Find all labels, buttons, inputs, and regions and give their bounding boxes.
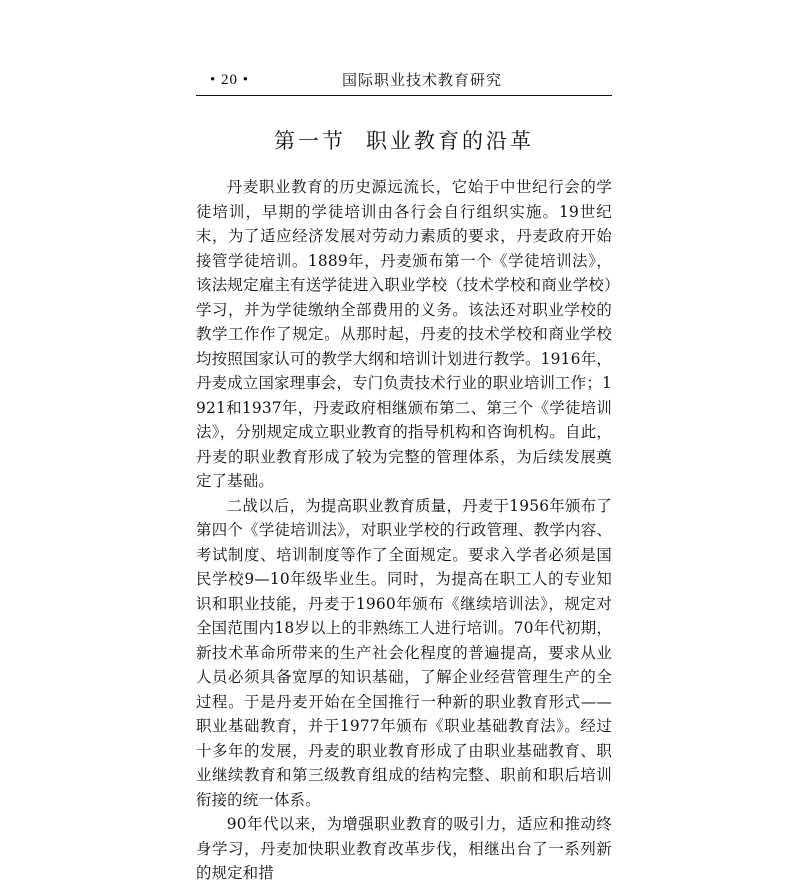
section-title: 职业教育的沿革: [366, 129, 534, 153]
section-heading: [196, 126, 612, 156]
page-number: • 20 •: [210, 72, 250, 88]
header-rule: [196, 95, 612, 96]
paragraph: 丹麦职业教育的历史源远流长，它始于中世纪行会的学徒培训，早期的学徒培训由各行会自行组织实施。19世纪末，为了适应经济发展对劳动力素质的要求，丹麦政府开始接管学徒培训。1889年，丹麦颁布第一个《学徒培训法》，该法规定雇主有送学徒进入职业学校（技术学校和商业学校）学习，并为学徒缴纳全部费用的义务。该法还对职业学校的教学工作作了规定。从那时起，丹麦的技术学校和商业学校均按照国家认可的教学大纲和培训计划进行教学。1916年，丹麦成立国家理事会，专门负责技术行业的职业培训工作；1921和1937年，丹麦政府相继颁布第二、第三个《学徒培训法》，分别规定成立职业教育的指导机构和咨询机构。自此，丹麦的职业教育形成了较为完整的管理体系，为后续发展奠定了基础。: [196, 178, 612, 490]
paragraph: 二战以后，为提高职业教育质量，丹麦于1956年颁布了第四个《学徒培训法》，对职业学校的行政管理、教学内容、考试制度、培训制度等作了全面规定。要求入学者必须是国民学校9—10年级毕业生。同时，为提高在职工人的专业知识和职业技能，丹麦于1960年颁布《继续培训法》，规定对全国范围内18岁以上的非熟练工人进行培训。70年代初期，新技术革命所带来的生产社会化程度的普遍提高，要求从业人员必须具备宽厚的知识基础，了解企业经营管理生产的全过程。于是丹麦开始在全国推行一种新的职业教育形式——职业基础教育，并于1977年颁布《职业基础教育法》。经过十多年的发展，丹麦的职业教育形成了由职业基础教育、职业继续教育和第三级教育组成的结构完整、职前和职后培训衔接的统一体系。: [196, 496, 612, 809]
section-number: 第一节: [274, 129, 346, 153]
paragraph: 90年代以来，为增强职业教育的吸引力，适应和推动终身学习，丹麦加快职业教育改革步伐，相继出台了一系列新的规定和措: [196, 815, 612, 882]
page-header: [196, 68, 612, 92]
running-title: 国际职业技术教育研究: [342, 71, 503, 89]
body-text: [196, 175, 612, 886]
